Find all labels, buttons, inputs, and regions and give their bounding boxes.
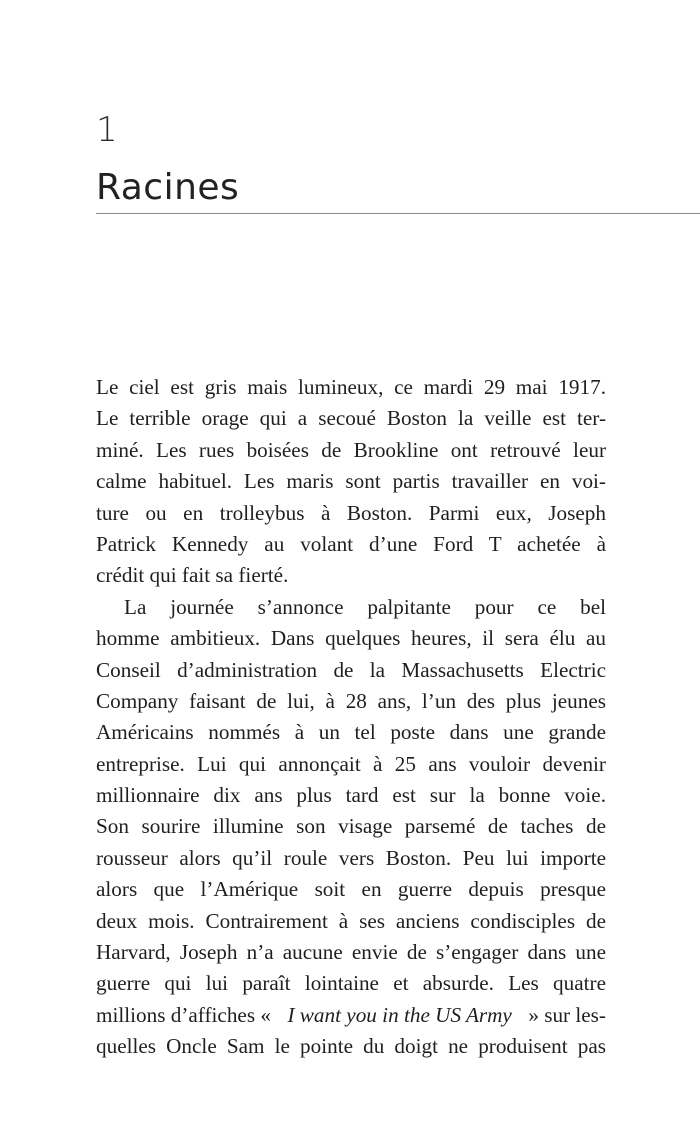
text-line: Company faisant de lui, à 28 ans, l’un des plus jeunes bbox=[96, 688, 606, 713]
body-text bbox=[96, 372, 606, 1063]
chapter-title: Racines bbox=[96, 167, 240, 208]
text-line: Le terrible orage qui a secoué Boston la veille est ter- bbox=[96, 406, 606, 431]
chapter-number: 1 bbox=[96, 110, 118, 150]
text-line: millionnaire dix ans plus tard est sur la bonne voie. bbox=[96, 783, 606, 808]
text-line: ture ou en trolleybus à Boston. Parmi eux, Joseph bbox=[96, 500, 606, 525]
text-line: crédit qui fait sa fierté. bbox=[96, 563, 289, 588]
text-segment: millions d’affiches « bbox=[96, 1002, 277, 1027]
text-line: alors que l’Amérique soit en guerre depuis presque bbox=[96, 877, 606, 902]
italic-segment: I want you in the US Army bbox=[287, 1002, 512, 1027]
text-line-mixed bbox=[96, 1000, 606, 1031]
text-line: entreprise. Lui qui annonçait à 25 ans vouloir devenir bbox=[96, 751, 606, 776]
text-line: Américains nommés à un tel poste dans une grande bbox=[96, 720, 606, 745]
text-line: Conseil d’administration de la Massachusetts Electric bbox=[96, 657, 606, 682]
text-line: guerre qui lui paraît lointaine et absurde. Les quatre bbox=[96, 971, 606, 996]
title-rule bbox=[96, 213, 700, 214]
text-line: miné. Les rues boisées de Brookline ont retrouvé leur bbox=[96, 437, 606, 462]
text-line: quelles Oncle Sam le pointe du doigt ne produisent pas bbox=[96, 1034, 606, 1059]
text-line: rousseur alors qu’il roule vers Boston. Peu lui importe bbox=[96, 845, 606, 870]
text-line: Son sourire illumine son visage parsemé de taches de bbox=[96, 814, 606, 839]
text-line: deux mois. Contrairement à ses anciens condisciples de bbox=[96, 908, 606, 933]
text-segment: » sur les- bbox=[523, 1002, 606, 1027]
text-line: calme habituel. Les maris sont partis travailler en voi- bbox=[96, 469, 606, 494]
paragraph-2 bbox=[96, 592, 606, 1063]
text-line: Patrick Kennedy au volant d’une Ford T achetée à bbox=[96, 531, 606, 556]
text-line: La journée s’annonce palpitante pour ce bel bbox=[124, 594, 606, 619]
paragraph-1 bbox=[96, 372, 606, 592]
text-line: Harvard, Joseph n’a aucune envie de s’engager dans une bbox=[96, 940, 606, 965]
text-line: Le ciel est gris mais lumineux, ce mardi 29 mai 1917. bbox=[96, 375, 606, 399]
text-line: homme ambitieux. Dans quelques heures, il sera élu au bbox=[96, 626, 606, 651]
